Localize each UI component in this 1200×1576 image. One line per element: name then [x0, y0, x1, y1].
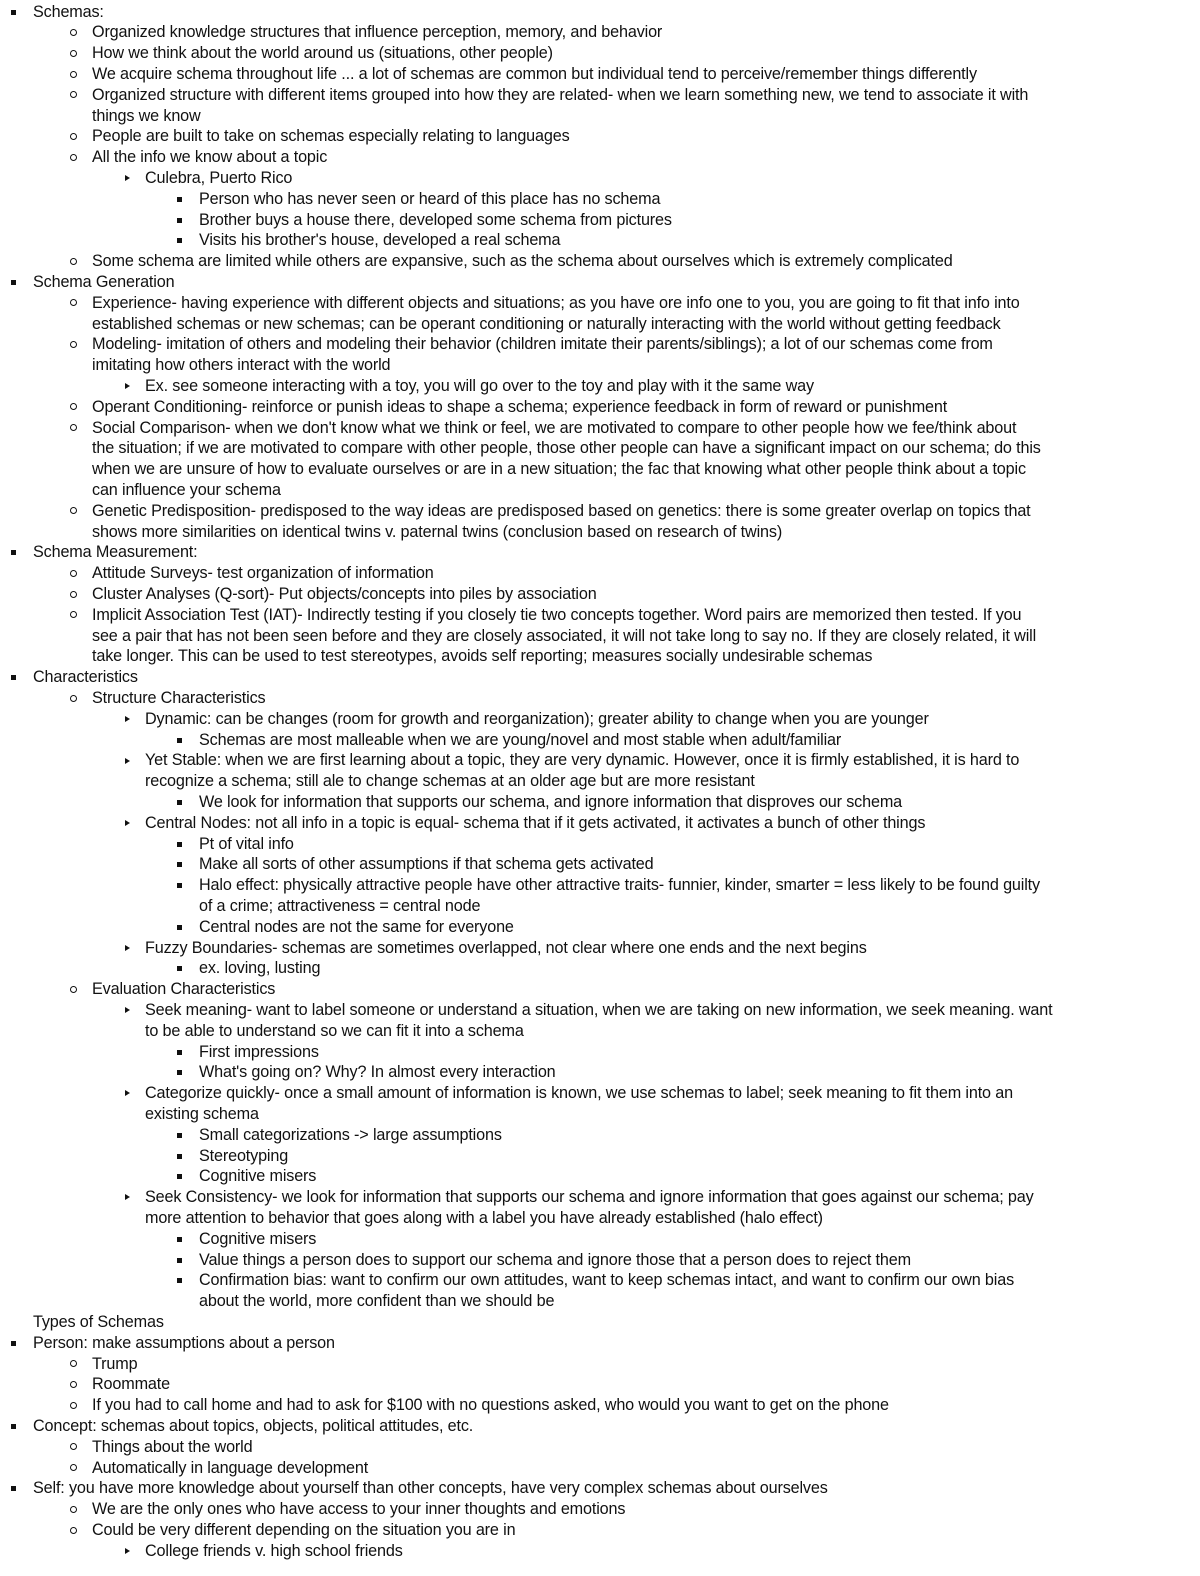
note-line: [0, 168, 1200, 189]
note-line: [0, 1229, 1200, 1250]
square-bullet-icon: [177, 1174, 182, 1179]
circle-bullet-icon: [70, 29, 77, 36]
note-line: [0, 1333, 1200, 1354]
square-bullet-icon: [11, 280, 16, 285]
note-line: [0, 1083, 1200, 1104]
note-text: shows more similarities on identical twins v. paternal twins (conclusion based on research of twins): [92, 522, 783, 541]
note-line: [0, 1374, 1200, 1395]
note-line: [0, 1499, 1200, 1520]
note-text: Evaluation Characteristics: [92, 980, 276, 999]
note-line: [0, 272, 1200, 293]
square-bullet-icon: [11, 1341, 16, 1346]
note-line: [0, 688, 1200, 709]
note-text: Culebra, Puerto Rico: [145, 168, 293, 187]
circle-bullet-icon: [70, 1527, 77, 1534]
note-line: [0, 771, 1200, 792]
note-text: Yet Stable: when we are first learning about a topic, they are very dynamic. However, once it is firmly established, it is hard to: [145, 751, 1020, 770]
note-line: [0, 397, 1200, 418]
triangle-bullet-icon: [125, 1548, 130, 1554]
note-text: established schemas or new schemas; can be operant conditioning or naturally interacting with the world without getting feedback: [92, 314, 1001, 333]
triangle-bullet-icon: [125, 758, 130, 764]
note-line: [0, 355, 1200, 376]
note-line: [0, 979, 1200, 1000]
note-text: Dynamic: can be changes (room for growth and reorganization); greater ability to change when you are younger: [145, 709, 929, 728]
note-text: Schemas:: [33, 2, 104, 21]
note-line: [0, 1291, 1200, 1312]
note-text: We are the only ones who have access to your inner thoughts and emotions: [92, 1500, 626, 1519]
circle-bullet-icon: [70, 695, 77, 702]
circle-bullet-icon: [70, 591, 77, 598]
square-bullet-icon: [177, 800, 182, 805]
note-line: [0, 1416, 1200, 1437]
square-bullet-icon: [11, 675, 16, 680]
note-text: Value things a person does to support our schema and ignore those that a person does to reject them: [199, 1250, 911, 1269]
note-line: [0, 854, 1200, 875]
note-line: [0, 1042, 1200, 1063]
circle-bullet-icon: [70, 91, 77, 98]
circle-bullet-icon: [70, 1402, 77, 1409]
square-bullet-icon: [11, 1486, 16, 1491]
note-text: Structure Characteristics: [92, 688, 266, 707]
note-line: [0, 251, 1200, 272]
note-text: Modeling- imitation of others and modeling their behavior (children imitate their parents/siblings); a lot of our schemas come from: [92, 335, 993, 354]
note-line: [0, 605, 1200, 626]
note-text: take longer. This can be used to test stereotypes, avoids self reporting; measures socially undesirable schemas: [92, 647, 873, 666]
circle-bullet-icon: [70, 258, 77, 265]
note-text: Schema Measurement:: [33, 543, 198, 562]
note-text: recognize a schema; still ale to change schemas at an older age but are more resistant: [145, 772, 755, 791]
note-text: of a crime; attractiveness = central node: [199, 896, 481, 915]
note-text: If you had to call home and had to ask for $100 with no questions asked, who would you want to get on the phone: [92, 1396, 889, 1415]
note-text: Attitude Surveys- test organization of information: [92, 564, 434, 583]
circle-bullet-icon: [70, 1506, 77, 1513]
note-line: [0, 147, 1200, 168]
note-text: imitating how others interact with the world: [92, 356, 391, 375]
note-text: the situation; if we are motivated to compare with other people, those other people can have a significant impact on our schema; do this: [92, 439, 1041, 458]
square-bullet-icon: [177, 1258, 182, 1263]
triangle-bullet-icon: [125, 1194, 130, 1200]
note-text: Seek Consistency- we look for information that supports our schema and ignore information that goes against our schema; pay: [145, 1188, 1034, 1207]
note-text: can influence your schema: [92, 480, 281, 499]
note-text: Organized structure with different items grouped into how they are related- when we learn something new, we tend to associate it with: [92, 85, 1029, 104]
square-bullet-icon: [11, 1424, 16, 1429]
note-line: [0, 730, 1200, 751]
note-line: [0, 896, 1200, 917]
note-text: ex. loving, lusting: [199, 959, 321, 978]
note-line: [0, 1062, 1200, 1083]
square-bullet-icon: [177, 218, 182, 223]
note-line: [0, 1458, 1200, 1479]
note-text: Could be very different depending on the situation you are in: [92, 1520, 516, 1539]
note-line: [0, 646, 1200, 667]
note-line: [0, 64, 1200, 85]
note-text: Trump: [92, 1354, 138, 1373]
circle-bullet-icon: [70, 424, 77, 431]
note-line: [0, 459, 1200, 480]
note-line: [0, 189, 1200, 210]
note-line: [0, 1541, 1200, 1562]
note-text: Brother buys a house there, developed some schema from pictures: [199, 210, 672, 229]
square-bullet-icon: [177, 238, 182, 243]
note-line: [0, 1270, 1200, 1291]
note-line: [0, 418, 1200, 439]
note-line: [0, 709, 1200, 730]
note-line: [0, 792, 1200, 813]
triangle-bullet-icon: [125, 820, 130, 826]
note-text: Concept: schemas about topics, objects, political attitudes, etc.: [33, 1416, 474, 1435]
note-line: [0, 958, 1200, 979]
square-bullet-icon: [11, 10, 16, 15]
note-line: [0, 1478, 1200, 1499]
note-text: existing schema: [145, 1104, 259, 1123]
note-line: [0, 1146, 1200, 1167]
square-bullet-icon: [177, 1154, 182, 1159]
circle-bullet-icon: [70, 986, 77, 993]
note-line: [0, 85, 1200, 106]
note-text: We acquire schema throughout life ... a lot of schemas are common but individual tend to perceive/remember things differently: [92, 64, 977, 83]
triangle-bullet-icon: [125, 1090, 130, 1096]
note-line: [0, 522, 1200, 543]
square-bullet-icon: [177, 1133, 182, 1138]
note-text: Roommate: [92, 1375, 170, 1394]
note-line: [0, 813, 1200, 834]
circle-bullet-icon: [70, 1381, 77, 1388]
note-line: [0, 584, 1200, 605]
square-bullet-icon: [177, 842, 182, 847]
note-line: [0, 1312, 1200, 1333]
square-bullet-icon: [177, 862, 182, 867]
square-bullet-icon: [177, 1278, 182, 1283]
note-text: How we think about the world around us (situations, other people): [92, 44, 553, 63]
note-text: Ex. see someone interacting with a toy, you will go over to the toy and play with it the same way: [145, 376, 814, 395]
square-bullet-icon: [177, 1050, 182, 1055]
note-line: [0, 210, 1200, 231]
square-bullet-icon: [177, 1237, 182, 1242]
note-text: College friends v. high school friends: [145, 1541, 403, 1560]
note-line: [0, 2, 1200, 23]
note-text: Experience- having experience with different objects and situations; as you have ore info one to you, you are going to fit that info into: [92, 293, 1020, 312]
note-line: [0, 1104, 1200, 1125]
note-text: Characteristics: [33, 668, 138, 687]
triangle-bullet-icon: [125, 945, 130, 951]
note-text: see a pair that has not been seen before and they are closely associated, it will not take long to say no. If they are closely related, it will: [92, 626, 1037, 645]
note-text: Some schema are limited while others are expansive, such as the schema about ourselves which is extremely complicated: [92, 252, 953, 271]
circle-bullet-icon: [70, 507, 77, 514]
note-text: First impressions: [199, 1042, 319, 1061]
square-bullet-icon: [177, 738, 182, 743]
note-line: [0, 917, 1200, 938]
note-text: Confirmation bias: want to confirm our own attitudes, want to keep schemas intact, and want to confirm our own bias: [199, 1271, 1015, 1290]
note-line: [0, 626, 1200, 647]
note-text: Small categorizations -> large assumptions: [199, 1125, 502, 1144]
note-text: Cluster Analyses (Q-sort)- Put objects/concepts into piles by association: [92, 584, 597, 603]
note-text: Stereotyping: [199, 1146, 289, 1165]
triangle-bullet-icon: [125, 716, 130, 722]
note-text: Implicit Association Test (IAT)- Indirectly testing if you closely tie two concepts together. Word pairs are memorized then tested. If you: [92, 605, 1022, 624]
note-text: Fuzzy Boundaries- schemas are sometimes overlapped, not clear where one ends and the next begins: [145, 938, 867, 957]
note-line: [0, 314, 1200, 335]
note-line: [0, 667, 1200, 688]
circle-bullet-icon: [70, 71, 77, 78]
triangle-bullet-icon: [125, 175, 130, 181]
note-line: [0, 1021, 1200, 1042]
note-text: Cognitive misers: [199, 1167, 317, 1186]
note-text: when we are unsure of how to evaluate ourselves or are in a new situation; the fac that knowing what other people think about a topic: [92, 460, 1026, 479]
note-line: [0, 334, 1200, 355]
note-text: Genetic Predisposition- predisposed to the way ideas are predisposed based on genetics: there is some greater overlap on topics that: [92, 501, 1031, 520]
note-text: Visits his brother's house, developed a real schema: [199, 231, 561, 250]
note-line: [0, 563, 1200, 584]
note-text: things we know: [92, 106, 201, 125]
square-bullet-icon: [177, 925, 182, 930]
circle-bullet-icon: [70, 50, 77, 57]
note-line: [0, 1395, 1200, 1416]
note-line: [0, 1520, 1200, 1541]
note-text: Automatically in language development: [92, 1458, 369, 1477]
note-text: Operant Conditioning- reinforce or punish ideas to shape a schema; experience feedback in form of reward or punishment: [92, 397, 948, 416]
circle-bullet-icon: [70, 611, 77, 618]
note-text: We look for information that supports our schema, and ignore information that disproves our schema: [199, 792, 903, 811]
note-line: [0, 1187, 1200, 1208]
note-text: to be able to understand so we can fit it into a schema: [145, 1021, 524, 1040]
circle-bullet-icon: [70, 403, 77, 410]
note-text: Types of Schemas: [33, 1312, 164, 1331]
note-text: Make all sorts of other assumptions if that schema gets activated: [199, 855, 654, 874]
note-text: Organized knowledge structures that influence perception, memory, and behavior: [92, 23, 663, 42]
note-line: [0, 1208, 1200, 1229]
note-line: [0, 542, 1200, 563]
note-line: [0, 750, 1200, 771]
note-text: Seek meaning- want to label someone or understand a situation, when we are taking on new information, we seek meaning. want: [145, 1000, 1053, 1019]
note-text: Categorize quickly- once a small amount of information is known, we use schemas to label; seek meaning to fit them into an: [145, 1084, 1013, 1103]
note-line: [0, 106, 1200, 127]
note-text: Things about the world: [92, 1437, 253, 1456]
circle-bullet-icon: [70, 133, 77, 140]
square-bullet-icon: [177, 966, 182, 971]
note-line: [0, 1166, 1200, 1187]
note-text: Person: make assumptions about a person: [33, 1333, 335, 1352]
note-line: [0, 1250, 1200, 1271]
circle-bullet-icon: [70, 154, 77, 161]
note-text: Pt of vital info: [199, 834, 294, 853]
note-text: about the world, more confident than we should be: [199, 1292, 555, 1311]
note-text: All the info we know about a topic: [92, 148, 328, 167]
note-line: [0, 875, 1200, 896]
note-line: [0, 1354, 1200, 1375]
note-line: [0, 1437, 1200, 1458]
square-bullet-icon: [11, 550, 16, 555]
note-text: Schemas are most malleable when we are young/novel and most stable when adult/familiar: [199, 730, 842, 749]
note-line: [0, 126, 1200, 147]
circle-bullet-icon: [70, 1360, 77, 1367]
note-text: Self: you have more knowledge about yourself than other concepts, have very complex schemas about ourselves: [33, 1479, 828, 1498]
note-line: [0, 834, 1200, 855]
note-line: [0, 1000, 1200, 1021]
note-text: People are built to take on schemas especially relating to languages: [92, 127, 570, 146]
circle-bullet-icon: [70, 299, 77, 306]
note-line: [0, 230, 1200, 251]
note-line: [0, 376, 1200, 397]
square-bullet-icon: [177, 883, 182, 888]
note-line: [0, 438, 1200, 459]
note-line: [0, 480, 1200, 501]
square-bullet-icon: [177, 1070, 182, 1075]
note-text: What's going on? Why? In almost every interaction: [199, 1063, 556, 1082]
note-line: [0, 938, 1200, 959]
note-line: [0, 43, 1200, 64]
square-bullet-icon: [177, 197, 182, 202]
circle-bullet-icon: [70, 570, 77, 577]
note-text: Person who has never seen or heard of this place has no schema: [199, 189, 661, 208]
circle-bullet-icon: [70, 1443, 77, 1450]
note-text: Central nodes are not the same for everyone: [199, 917, 514, 936]
triangle-bullet-icon: [125, 383, 130, 389]
note-line: [0, 1125, 1200, 1146]
triangle-bullet-icon: [125, 1007, 130, 1013]
note-text: Cognitive misers: [199, 1229, 317, 1248]
note-line: [0, 293, 1200, 314]
note-text: Schema Generation: [33, 272, 175, 291]
note-text: Halo effect: physically attractive people have other attractive traits- funnier, kinder, smarter = less likely to be found guilty: [199, 876, 1040, 895]
circle-bullet-icon: [70, 1464, 77, 1471]
note-text: Central Nodes: not all info in a topic is equal- schema that if it gets activated, it activates a bunch of other things: [145, 813, 926, 832]
note-line: [0, 501, 1200, 522]
circle-bullet-icon: [70, 341, 77, 348]
note-line: [0, 22, 1200, 43]
note-text: Social Comparison- when we don't know what we think or feel, we are motivated to compare to other people how we fee/think about: [92, 418, 1017, 437]
note-text: more attention to behavior that goes along with a label you have already established (halo effect): [145, 1208, 823, 1227]
